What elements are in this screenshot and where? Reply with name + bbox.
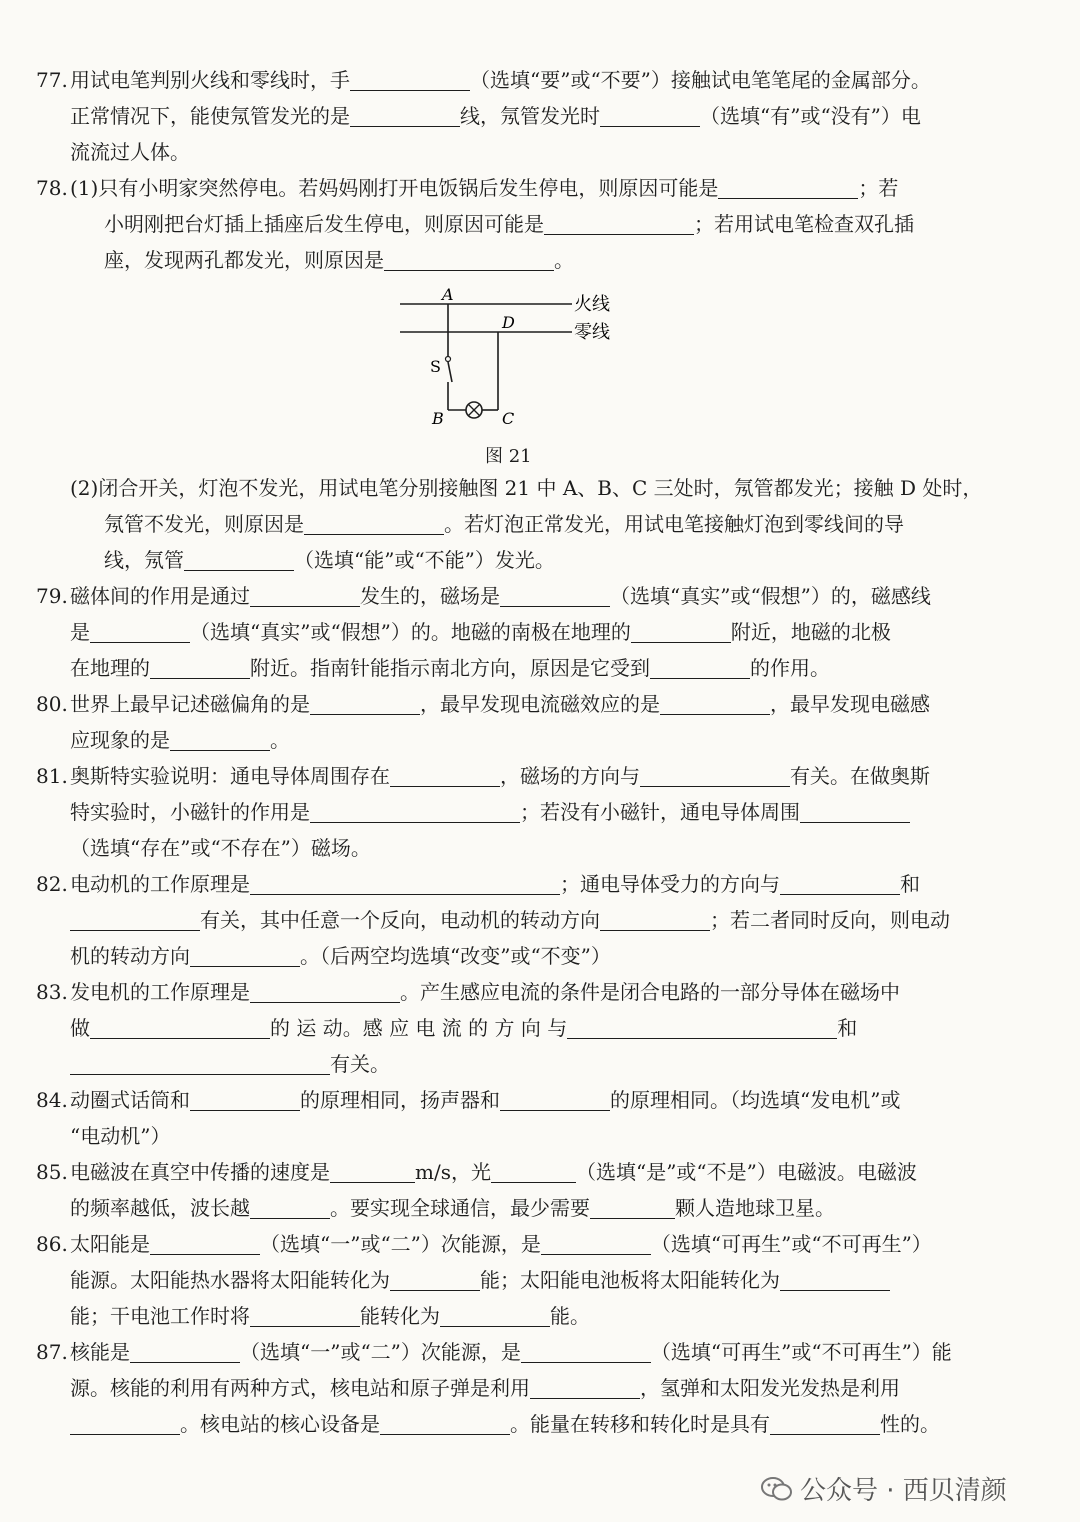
question-text: ，氢弹和太阳发光发热是利用 [640,1376,900,1400]
q82c-line [70,938,1080,974]
answer-blank[interactable] [640,764,790,787]
question-number: 87. [36,1340,68,1364]
question-text: 。产生感应电流的条件是闭合电路的一部分导体在磁场中 [400,980,900,1004]
answer-blank[interactable] [350,104,460,127]
question-text: 能；太阳能电池板将太阳能转化为 [480,1268,780,1292]
question-text: 能；干电池工作时将 [70,1304,250,1328]
q86c-line [70,1298,1080,1334]
answer-blank[interactable] [310,692,420,715]
answer-blank[interactable] [90,620,190,643]
label-c: C [502,409,515,428]
q81c-line [70,830,1080,866]
question-number: 80. [36,692,68,716]
question-text: 电动机的工作原理是 [70,872,250,896]
question-text: ；若二者同时反向，则电动 [710,908,950,932]
question-number: 84. [36,1088,68,1112]
answer-blank[interactable] [190,944,300,967]
answer-blank[interactable] [440,1304,550,1327]
q81-line [36,758,1080,794]
question-text: 小明刚把台灯插上插座后发生停电，则原因可能是 [104,212,544,236]
question-text: 特实验时，小磁针的作用是 [70,800,310,824]
question-text: 。核电站的核心设备是 [180,1412,380,1436]
answer-blank[interactable] [350,68,470,91]
question-text: 源。核能的利用有两种方式，核电站和原子弹是利用 [70,1376,530,1400]
question-text: 流流过人体。 [70,140,190,164]
answer-blank[interactable] [184,548,294,571]
answer-blank[interactable] [800,800,910,823]
answer-blank[interactable] [250,980,400,1003]
question-text: 能转化为 [360,1304,440,1328]
q82b-line [70,902,1080,938]
question-text: 附近，地磁的北极 [730,620,891,644]
question-text: ；通电导体受力的方向与 [560,872,780,896]
question-text: 用试电笔判别火线和零线时，手 [70,68,350,92]
label-d: D [502,313,515,332]
question-text: 有关。 [330,1052,390,1076]
switch-s [448,362,452,382]
answer-blank[interactable] [170,728,270,751]
question-text: ，磁场的方向与 [500,764,640,788]
question-text: 奥斯特实验说明：通电导体周围存在 [70,764,390,788]
answer-blank[interactable] [521,1340,651,1363]
q85b-line [70,1190,1080,1226]
footer-account: 公众号 · 西贝清颜 [800,1476,1007,1506]
question-text: 。 [270,728,290,752]
question-text: 。（后两空均选填“改变”或“不变”） [300,944,611,968]
question-text: ；若没有小磁针，通电导体周围 [520,800,800,824]
question-text: （选填“可再生”或“不可再生”） [650,1232,932,1256]
question-text: 世界上最早记述磁偏角的是 [70,692,310,716]
q86-line [36,1226,1080,1262]
q85-line [36,1154,1080,1190]
question-text: 线，氖管 [104,548,184,572]
question-text: 在地理的 [70,656,150,680]
q79c-line [70,650,1080,686]
q80-line [36,686,1080,722]
answer-blank[interactable] [590,1196,675,1219]
question-text: 能。 [550,1304,590,1328]
answer-blank[interactable] [70,1412,180,1435]
question-text: （选填“真实”或“假想”）的。地磁的南极在地理的 [190,620,631,644]
answer-blank[interactable] [530,1376,640,1399]
question-text: 是 [70,620,90,644]
answer-blank[interactable] [390,764,500,787]
question-number: 82. [36,872,68,896]
question-text: （选填“要”或“不要”）接触试电笔笔尾的金属部分。 [470,68,931,92]
q84-line [36,1082,1080,1118]
circuit-figure-21 [390,282,630,442]
answer-blank[interactable] [70,1052,330,1075]
question-text: 附近。指南针能指示南北方向，原因是它受到 [250,656,650,680]
answer-blank[interactable] [491,1160,576,1183]
answer-blank[interactable] [380,1412,510,1435]
live-label: 火线 [574,294,610,315]
question-text: “电动机”） [70,1124,171,1148]
question-text: （选填“一”或“二”）次能源，是 [240,1340,521,1364]
answer-blank[interactable] [250,872,560,895]
q87-line [36,1334,1080,1370]
question-number: 86. [36,1232,68,1256]
answer-blank[interactable] [500,584,610,607]
question-text: 和 [900,872,920,896]
q78b-line-3 [104,542,1080,578]
question-text: 能源。太阳能热水器将太阳能转化为 [70,1268,390,1292]
answer-blank[interactable] [718,176,858,199]
question-text: 核能是 [70,1340,130,1364]
answer-blank[interactable] [600,104,700,127]
q79b-line [70,614,1080,650]
question-text: 的 运 动。感 应 电 流 的 方 向 与 [270,1016,568,1040]
question-text: 氖管不发光，则原因是 [104,512,304,536]
question-text: 。 [554,248,574,272]
answer-blank[interactable] [650,656,750,679]
question-text: ；若 [858,176,899,200]
question-text: (2)闭合开关，灯泡不发光，用试电笔分别接触图 21 中 A、B、C 三处时，氖管都发光；接触 D 处时， [70,476,983,500]
question-text: ，最早发现电流磁效应的是 [420,692,660,716]
wechat-icon [760,1475,794,1503]
q81b-line [70,794,1080,830]
question-text: 发电机的工作原理是 [70,980,250,1004]
question-text: 座，发现两孔都发光，则原因是 [104,248,384,272]
question-text: 的原理相同。（均选填“发电机”或 [610,1088,901,1112]
question-number: 85. [36,1160,68,1184]
answer-blank[interactable] [631,620,731,643]
question-text: （选填“是”或“不是”）电磁波。电磁波 [575,1160,917,1184]
q83b-line [70,1010,1080,1046]
q78-line-2 [104,206,1080,242]
question-text: 做 [70,1016,90,1040]
q78b-line-1 [70,470,1080,506]
answer-blank[interactable] [541,1232,651,1255]
label-a: A [442,285,454,304]
label-s: S [430,357,441,376]
question-text: 线，氖管发光时 [460,104,600,128]
q77-line-3 [70,134,1080,170]
q77-line-2 [70,98,1080,134]
answer-blank[interactable] [780,872,900,895]
question-number: 77. [36,68,68,92]
question-text: 动圈式话筒和 [70,1088,190,1112]
answer-blank[interactable] [250,584,360,607]
question-text: 的作用。 [750,656,830,680]
q78-line-1 [36,170,1080,206]
question-text: 应现象的是 [70,728,170,752]
q78-line-3 [104,242,1080,278]
question-number: 81. [36,764,68,788]
neutral-label: 零线 [574,322,610,343]
q80b-line [70,722,1080,758]
question-text: 和 [837,1016,858,1040]
question-text: 的原理相同，扬声器和 [300,1088,500,1112]
answer-blank[interactable] [150,656,250,679]
question-text: 的频率越低，波长越 [70,1196,250,1220]
question-number: 79. [36,584,68,608]
answer-blank[interactable] [330,1160,415,1183]
q84b-line [70,1118,1080,1154]
question-text: 。若灯泡正常发光，用试电笔接触灯泡到零线间的导 [444,512,904,536]
question-text: （选填“存在”或“不存在”）磁场。 [70,836,371,860]
answer-blank[interactable] [780,1268,890,1291]
question-text: 。能量在转移和转化时是具有 [510,1412,770,1436]
question-text: 颗人造地球卫星。 [675,1196,835,1220]
figure-caption: 图 21 [485,446,532,467]
answer-blank[interactable] [770,1412,880,1435]
question-text: 机的转动方向 [70,944,190,968]
answer-blank[interactable] [390,1268,480,1291]
question-number: 78. [36,176,68,200]
answer-blank[interactable] [250,1304,360,1327]
question-text: 磁体间的作用是通过 [70,584,250,608]
q77-line-1 [36,62,1080,98]
question-text: 有关，其中任意一个反向，电动机的转动方向 [200,908,600,932]
answer-blank[interactable] [304,512,444,535]
question-text: ；若用试电笔检查双孔插 [694,212,914,236]
q82-line [36,866,1080,902]
question-text: （选填“能”或“不能”）发光。 [294,548,555,572]
q87b-line [70,1370,1080,1406]
answer-blank[interactable] [600,908,710,931]
question-text: 性的。 [880,1412,940,1436]
question-text: （选填“真实”或“假想”）的，磁感线 [610,584,931,608]
answer-blank[interactable] [384,248,554,271]
question-text: m/s，光 [415,1160,491,1184]
answer-blank[interactable] [500,1088,610,1111]
question-text: 有关。在做奥斯 [790,764,930,788]
q87c-line [70,1406,1080,1442]
q78b-line-2 [104,506,1080,542]
answer-blank[interactable] [310,800,520,823]
q83c-line [70,1046,1080,1082]
question-text: （选填“可再生”或“不可再生”）能 [650,1340,952,1364]
answer-blank[interactable] [190,1088,300,1111]
question-text: ，最早发现电磁感 [770,692,930,716]
question-text: 正常情况下，能使氖管发光的是 [70,104,350,128]
question-text: （选填“一”或“二”）次能源，是 [260,1232,541,1256]
question-text: （选填“有”或“没有”）电 [700,104,921,128]
question-text: 。要实现全球通信，最少需要 [330,1196,590,1220]
answer-blank[interactable] [130,1340,240,1363]
question-text: 太阳能是 [70,1232,150,1256]
q79-line [36,578,1080,614]
answer-blank[interactable] [150,1232,260,1255]
answer-blank[interactable] [250,1196,330,1219]
answer-blank[interactable] [660,692,770,715]
question-text: 发生的，磁场是 [360,584,500,608]
question-text: 电磁波在真空中传播的速度是 [70,1160,330,1184]
q83-line [36,974,1080,1010]
label-b: B [432,409,444,428]
answer-blank[interactable] [544,212,694,235]
question-number: 83. [36,980,68,1004]
question-text: (1)只有小明家突然停电。若妈妈刚打开电饭锅后发生停电，则原因可能是 [70,176,719,200]
answer-blank[interactable] [90,1016,270,1039]
q86b-line [70,1262,1080,1298]
answer-blank[interactable] [70,908,200,931]
answer-blank[interactable] [567,1016,837,1039]
